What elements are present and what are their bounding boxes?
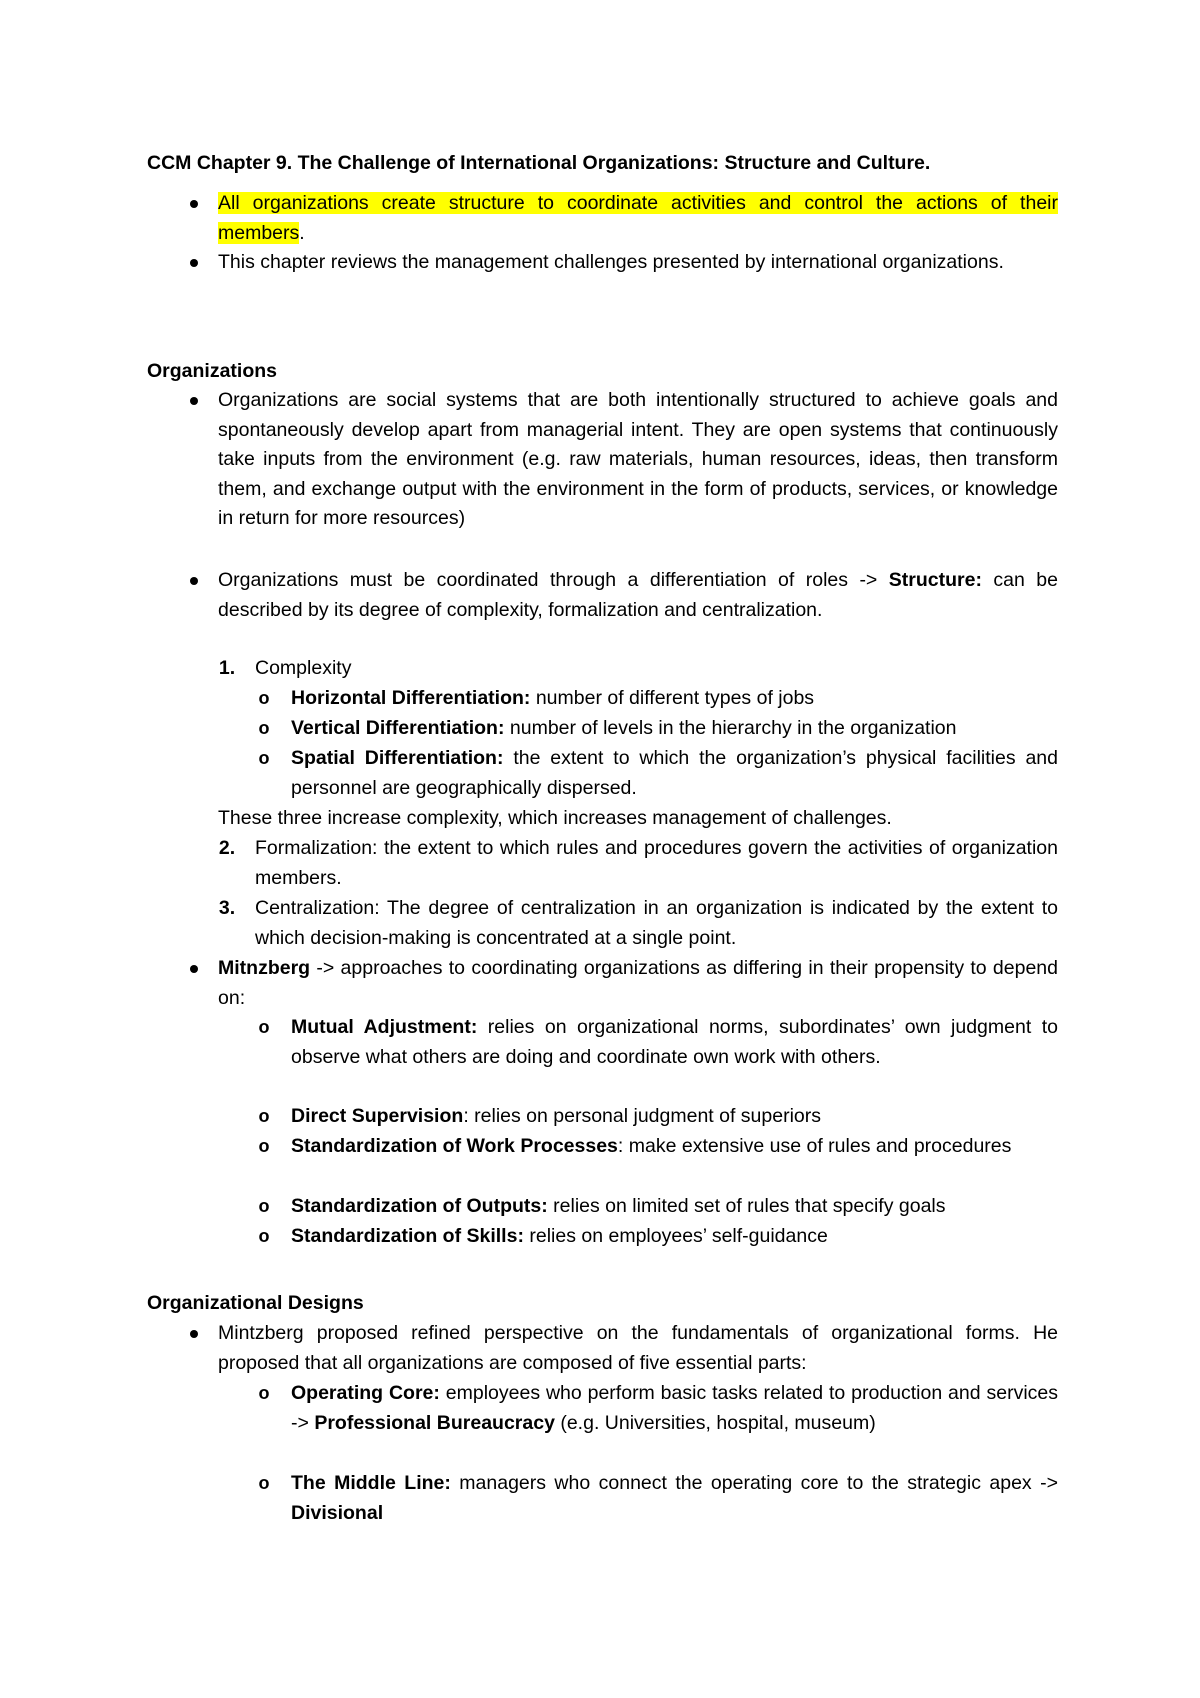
intro-bullet-1: All organizations create structure to coordinate activities and control the actions of their members.	[218, 189, 1058, 248]
organizations-bullet-2: Organizations must be coordinated through a differentiation of roles -> Structure: can be described by its degree of complexity, formalization and centralization.	[218, 566, 1058, 625]
circle-bullet-icon: o	[258, 748, 270, 768]
document-title: CCM Chapter 9. The Challenge of International Organizations: Structure and Culture.	[147, 152, 931, 174]
sub-item-outputs: o Standardization of Outputs: relies on limited set of rules that specify goals	[291, 1192, 1058, 1222]
organizations-bullet-mintzberg: Mitnzberg -> approaches to coordinating organizations as differing in their propensity to depend on:	[218, 954, 1058, 1013]
sub-item-horizontal: o Horizontal Differentiation: number of different types of jobs	[291, 684, 1058, 714]
designs-bullet-1: Mintzberg proposed refined perspective on the fundamentals of organizational forms. He proposed that all organizations are composed of five essential parts:	[218, 1319, 1058, 1378]
bullet-icon	[184, 386, 204, 416]
sub-item-work-processes: o Standardization of Work Processes: make extensive use of rules and procedures	[291, 1132, 1058, 1162]
circle-bullet-icon: o	[258, 1383, 270, 1403]
section-heading-designs: Organizational Designs	[147, 1292, 364, 1314]
circle-bullet-icon: o	[258, 1473, 270, 1493]
organizations-bullet-1: Organizations are social systems that are both intentionally structured to achieve goals and spontaneously develop apart from managerial intent. They are open systems that continuously take inputs from the environment (e.g. raw materials, human resources, ideas, then transform them, and exchange output with the environment in the form of products, services, or knowledge in return for more resources)	[218, 386, 1058, 534]
complexity-note: These three increase complexity, which increases management of challenges.	[218, 807, 892, 829]
sub-item-vertical: o Vertical Differentiation: number of levels in the hierarchy in the organization	[291, 714, 1058, 744]
highlighted-text: All organizations create structure to coordinate activities and control the actions of their members	[218, 192, 1058, 244]
number-marker: 3.	[218, 897, 236, 919]
sub-item-middle-line: o The Middle Line: managers who connect the operating core to the strategic apex -> Divisional	[291, 1469, 1058, 1528]
circle-bullet-icon: o	[258, 1136, 270, 1156]
bullet-icon	[184, 248, 204, 278]
circle-bullet-icon: o	[258, 688, 270, 708]
sub-item-operating-core: o Operating Core: employees who perform basic tasks related to production and services -> Professional Bureaucracy (e.g. Universities, hospital, museum)	[291, 1379, 1058, 1438]
number-marker: 1.	[218, 657, 236, 679]
number-marker: 2.	[218, 837, 236, 859]
section-heading-organizations: Organizations	[147, 360, 278, 382]
circle-bullet-icon: o	[258, 1226, 270, 1246]
circle-bullet-icon: o	[258, 1106, 270, 1126]
circle-bullet-icon: o	[258, 1196, 270, 1216]
numbered-item-complexity: 1. Complexity	[255, 654, 1058, 684]
sub-item-mutual-adjustment: o Mutual Adjustment: relies on organizational norms, subordinates’ own judgment to observe what others are doing and coordinate own work with others.	[291, 1013, 1058, 1072]
bullet-icon	[184, 1319, 204, 1349]
bullet-icon	[184, 954, 204, 984]
circle-bullet-icon: o	[258, 1017, 270, 1037]
bullet-icon	[184, 566, 204, 596]
bullet-icon	[184, 189, 204, 219]
sub-item-skills: o Standardization of Skills: relies on employees’ self-guidance	[291, 1222, 1058, 1252]
circle-bullet-icon: o	[258, 718, 270, 738]
sub-item-direct-supervision: o Direct Supervision: relies on personal judgment of superiors	[291, 1102, 1058, 1132]
numbered-item-centralization: 3. Centralization: The degree of centralization in an organization is indicated by the extent to which decision-making is concentrated at a single point.	[255, 894, 1058, 953]
numbered-item-formalization: 2. Formalization: the extent to which rules and procedures govern the activities of organization members.	[255, 834, 1058, 893]
sub-item-spatial: o Spatial Differentiation: the extent to which the organization’s physical facilities and personnel are geographically dispersed.	[291, 744, 1058, 803]
intro-bullet-2: This chapter reviews the management challenges presented by international organizations.	[218, 248, 1058, 278]
